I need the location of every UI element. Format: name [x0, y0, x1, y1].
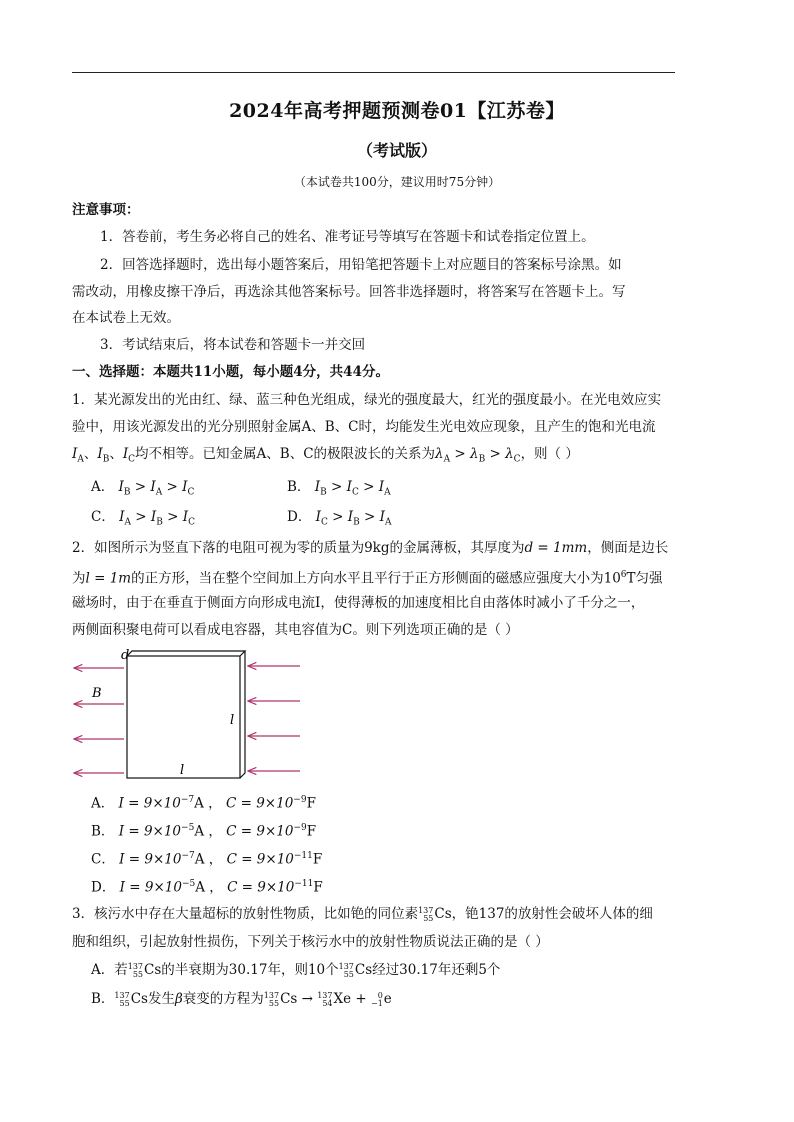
- page-subtitle: （考试版）: [356, 141, 437, 160]
- q1-option-d[interactable]: D． $I_C > I_B > I_A$: [287, 509, 392, 528]
- q2-stem: 磁场时，由于在垂直于侧面方向形成电流I，使得薄板的加速度相比自由落体时减小了千分之一，: [72, 595, 645, 611]
- notice-item: 3．考试结束后，将本试卷和答题卡一并交回: [100, 337, 366, 353]
- q3-stem: 胞和组织，引起放射性损伤，下列关于核污水中的放射性物质说法正确的是（ ）: [72, 934, 549, 950]
- q2-option-c[interactable]: C． $I = 9\times 10^{-7}A$ ， $C = 9\times 10^{-11}F$: [91, 851, 323, 868]
- metal-plate-figure: [72, 648, 312, 788]
- notice-item: 1．答卷前，考生务必将自己的姓名、准考证号等填写在答题卡和试卷指定位置上。: [100, 229, 595, 245]
- q2-stem: 2．如图所示为竖直下落的电阻可视为零的质量为9kg的金属薄板，其厚度为d = 1mm，侧面是边长: [72, 540, 669, 556]
- label-b: B: [92, 686, 102, 701]
- q2-option-b[interactable]: B． $I = 9\times 10^{-5}A$ ， $C = 9\times 10^{-9}F$: [91, 823, 317, 840]
- q1-option-a[interactable]: A． $I_B > I_A > I_C$: [91, 479, 195, 498]
- magnetic-field-arrows: [74, 666, 300, 773]
- notice-item: 2．回答选择题时，选出每小题答案后，用铅笔把答题卡上对应题目的答案标号涂黑。如: [100, 257, 622, 273]
- q1-stem: 1．某光源发出的光由红、绿、蓝三种色光组成，绿光的强度最大，红光的强度最小。在光电效应实: [72, 392, 662, 408]
- section-heading: 一、选择题：本题共11小题，每小题4分，共44分。: [72, 364, 389, 380]
- q2-option-a[interactable]: A． $I = 9\times 10^{-7}A$ ， $C = 9\times 10^{-9}F$: [91, 795, 316, 812]
- q2-stem: 两侧面积聚电荷可以看成电容器，其电容值为C。则下列选项正确的是（ ）: [72, 622, 519, 638]
- q1-option-c[interactable]: C． $I_A > I_B > I_C$: [91, 509, 195, 528]
- time-note: （本试卷共100分，建议用时75分钟）: [293, 175, 501, 189]
- metal-plate: [127, 651, 245, 778]
- label-l-side: l: [230, 713, 235, 728]
- notice-item: 在本试卷上无效。: [72, 310, 180, 326]
- q3-option-a[interactable]: A．若 137 55 Cs的半衰期为30.17年，则10个 137 55 Cs经过30.17年还剩5个: [91, 961, 501, 979]
- q1-option-b[interactable]: B． $I_B > I_C > I_A$: [287, 479, 391, 498]
- label-l-bottom: l: [180, 763, 185, 778]
- page-title: 2024年高考押题预测卷01【江苏卷】: [229, 100, 565, 122]
- q2-option-d[interactable]: D． $I = 9\times 10^{-5}A$ ， $C = 9\times 10^{-11}F$: [91, 879, 323, 896]
- q3-stem: 3．核污水中存在大量超标的放射性物质，比如铯的同位素 137 55 Cs，铯137的放射性会破坏人体的细: [72, 905, 653, 923]
- q1-stem: 验中，用该光源发出的光分别照射金属A、B、C时，均能发生光电效应现象，且产生的饱和光电流: [72, 419, 656, 435]
- label-d: d: [121, 648, 130, 663]
- notice-heading: 注意事项：: [72, 202, 140, 218]
- q3-option-b[interactable]: B． 137 55 Cs发生β衰变的方程为 137 55 Cs → 137 54 Xe + 0 −1 e: [91, 990, 392, 1008]
- top-rule: [72, 72, 675, 73]
- notice-item: 需改动，用橡皮擦干净后，再选涂其他答案标号。回答非选择题时，将答案写在答题卡上。写: [72, 284, 626, 300]
- q1-stem: $I_A$、$I_B$、$I_C$均不相等。已知金属A、B、C的极限波长的关系为$\lambda_A > \lambda_B > \lambda_C$，则（ ）: [72, 446, 579, 465]
- q2-stem: 为l = 1m的正方形，当在整个空间加上方向水平且平行于正方形侧面的磁感应强度大小为$10^6T$匀强: [72, 570, 663, 587]
